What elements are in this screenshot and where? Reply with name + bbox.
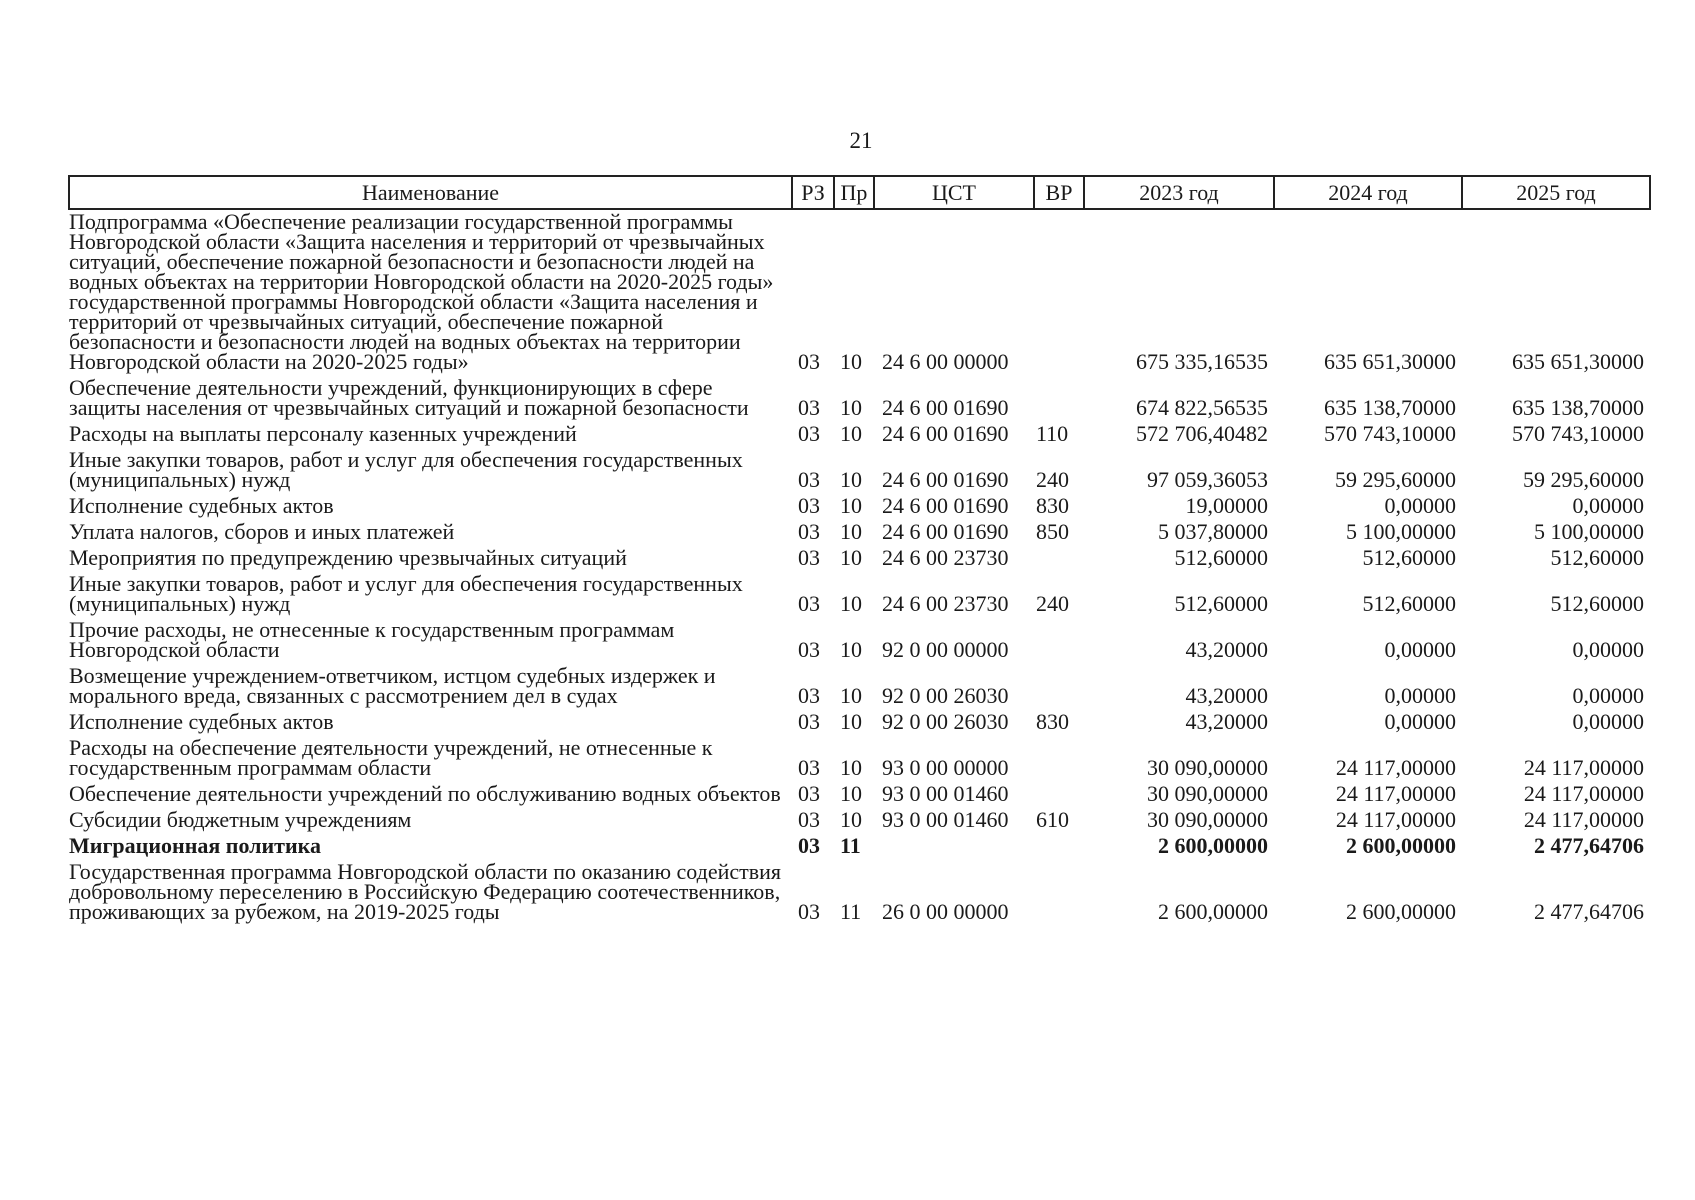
row-rz: 03	[798, 421, 820, 446]
page-number: 21	[849, 128, 873, 153]
table-row	[69, 209, 1650, 376]
row-value-2023: 512,60000	[1174, 545, 1268, 570]
row-vr	[1034, 860, 1084, 926]
row-value-2023: 674 822,56535	[1136, 395, 1268, 420]
row-value-2023: 2 600,00000	[1158, 833, 1268, 858]
row-cst: 24 6 00 01690	[882, 519, 1009, 544]
row-value-2023: 5 037,80000	[1158, 519, 1268, 544]
row-name: Обеспечение деятельности учреждений, функционирующих в сфере защиты населения от чрезвычайных ситуаций и пожарной безопасности	[69, 375, 749, 420]
row-value-2025: 2 477,64706	[1534, 833, 1644, 858]
row-rz: 03	[798, 395, 820, 420]
row-value-2024: 2 600,00000	[1346, 833, 1456, 858]
table-row	[69, 710, 1650, 736]
row-vr: 610	[1036, 807, 1069, 832]
row-value-2025: 0,00000	[1572, 637, 1644, 662]
table-row	[69, 376, 1650, 422]
row-value-2024: 59 295,60000	[1335, 467, 1456, 492]
row-pr: 10	[840, 493, 862, 518]
row-value-2024: 0,00000	[1384, 493, 1456, 518]
row-cst: 92 0 00 00000	[882, 637, 1009, 662]
table-row	[69, 494, 1650, 520]
row-value-2023: 43,20000	[1185, 683, 1268, 708]
row-value-2025: 0,00000	[1572, 683, 1644, 708]
row-value-2025: 635 138,70000	[1512, 395, 1644, 420]
header-cst: ЦСТ	[874, 176, 1034, 209]
row-cst	[874, 834, 1034, 860]
row-vr	[1034, 546, 1084, 572]
row-rz: 03	[798, 899, 820, 924]
row-vr	[1034, 664, 1084, 710]
row-pr: 11	[840, 833, 861, 858]
row-value-2024: 24 117,00000	[1335, 807, 1456, 832]
row-pr: 10	[840, 421, 862, 446]
budget-table	[68, 175, 1651, 926]
row-pr: 10	[840, 519, 862, 544]
row-pr: 10	[840, 683, 862, 708]
table-row	[69, 520, 1650, 546]
row-cst: 24 6 00 01690	[882, 467, 1009, 492]
row-value-2023: 2 600,00000	[1158, 899, 1268, 924]
row-cst: 24 6 00 01690	[882, 493, 1009, 518]
row-cst: 93 0 00 00000	[882, 755, 1009, 780]
row-name: Мероприятия по предупреждению чрезвычайных ситуаций	[69, 545, 627, 570]
row-value-2025: 2 477,64706	[1534, 899, 1644, 924]
header-2025: 2025 год	[1462, 176, 1650, 209]
header-vr: ВР	[1034, 176, 1084, 209]
row-value-2025: 512,60000	[1550, 545, 1644, 570]
row-pr: 10	[840, 395, 862, 420]
row-name: Исполнение судебных актов	[69, 709, 334, 734]
row-name: Исполнение судебных актов	[69, 493, 334, 518]
row-rz: 03	[798, 709, 820, 734]
row-cst: 24 6 00 01690	[882, 421, 1009, 446]
row-value-2025: 635 651,30000	[1512, 349, 1644, 374]
row-pr: 10	[840, 467, 862, 492]
table-body	[69, 209, 1650, 926]
row-rz: 03	[798, 781, 820, 806]
row-cst: 93 0 00 01460	[882, 807, 1009, 832]
row-vr: 240	[1036, 591, 1069, 616]
row-value-2024: 512,60000	[1362, 545, 1456, 570]
row-rz: 03	[798, 349, 820, 374]
row-pr: 10	[840, 349, 862, 374]
row-value-2023: 19,00000	[1185, 493, 1268, 518]
row-name: Миграционная политика	[69, 833, 322, 858]
table-row	[69, 860, 1650, 926]
row-pr: 10	[840, 781, 862, 806]
table-row	[69, 736, 1650, 782]
row-value-2025: 0,00000	[1572, 493, 1644, 518]
table-row	[69, 546, 1650, 572]
row-pr: 11	[840, 899, 862, 924]
row-cst: 26 0 00 00000	[882, 899, 1009, 924]
row-cst: 24 6 00 23730	[882, 591, 1009, 616]
row-value-2024: 635 138,70000	[1324, 395, 1456, 420]
row-value-2023: 43,20000	[1185, 637, 1268, 662]
row-rz: 03	[798, 683, 820, 708]
header-2023: 2023 год	[1084, 176, 1274, 209]
table-row	[69, 422, 1650, 448]
row-vr	[1034, 736, 1084, 782]
row-rz: 03	[798, 833, 820, 858]
row-pr: 10	[840, 591, 862, 616]
row-rz: 03	[798, 519, 820, 544]
row-value-2025: 59 295,60000	[1523, 467, 1644, 492]
row-name: Возмещение учреждением-ответчиком, истцом судебных издержек и морального вреда, связанных с рассмотрением дел в судах	[69, 663, 716, 708]
row-rz: 03	[798, 545, 820, 570]
row-vr	[1034, 209, 1084, 376]
row-cst: 92 0 00 26030	[882, 683, 1009, 708]
row-name: Субсидии бюджетным учреждениям	[69, 807, 412, 832]
row-name: Иные закупки товаров, работ и услуг для обеспечения государственных (муниципальных) нужд	[69, 447, 743, 492]
row-cst: 24 6 00 23730	[882, 545, 1009, 570]
row-vr: 240	[1036, 467, 1069, 492]
row-value-2023: 512,60000	[1174, 591, 1268, 616]
row-vr: 830	[1036, 493, 1069, 518]
header-pr: Пр	[834, 176, 874, 209]
row-name: Обеспечение деятельности учреждений по обслуживанию водных объектов	[69, 781, 781, 806]
table-row	[69, 664, 1650, 710]
row-name: Уплата налогов, сборов и иных платежей	[69, 519, 455, 544]
header-name: Наименование	[69, 176, 792, 209]
row-vr	[1034, 376, 1084, 422]
row-value-2025: 24 117,00000	[1523, 781, 1644, 806]
row-value-2024: 2 600,00000	[1346, 899, 1456, 924]
row-value-2025: 0,00000	[1572, 709, 1644, 734]
row-value-2024: 635 651,30000	[1324, 349, 1456, 374]
header-2024: 2024 год	[1274, 176, 1462, 209]
row-value-2024: 0,00000	[1384, 683, 1456, 708]
row-value-2023: 30 090,00000	[1147, 781, 1268, 806]
row-pr: 10	[840, 545, 862, 570]
table-row	[69, 618, 1650, 664]
row-pr: 10	[840, 709, 862, 734]
row-value-2023: 572 706,40482	[1136, 421, 1268, 446]
row-value-2024: 24 117,00000	[1335, 781, 1456, 806]
row-vr: 830	[1036, 709, 1069, 734]
row-rz: 03	[798, 755, 820, 780]
row-value-2025: 5 100,00000	[1534, 519, 1644, 544]
row-value-2023: 97 059,36053	[1147, 467, 1268, 492]
header-rz: РЗ	[792, 176, 834, 209]
row-name: Расходы на выплаты персоналу казенных учреждений	[69, 421, 577, 446]
row-name: Государственная программа Новгородской области по оказанию содействия добровольному переселению в Российскую Федерацию соотечественников, проживающих за рубежом, на 2019-2025 годы	[69, 859, 782, 924]
row-vr	[1034, 782, 1084, 808]
row-value-2023: 30 090,00000	[1147, 755, 1268, 780]
row-cst: 93 0 00 01460	[882, 781, 1009, 806]
row-cst: 92 0 00 26030	[882, 709, 1009, 734]
row-value-2023: 43,20000	[1185, 709, 1268, 734]
row-vr: 850	[1036, 519, 1069, 544]
row-rz: 03	[798, 591, 820, 616]
row-value-2024: 0,00000	[1384, 709, 1456, 734]
row-value-2024: 512,60000	[1362, 591, 1456, 616]
row-rz: 03	[798, 467, 820, 492]
row-name: Расходы на обеспечение деятельности учреждений, не отнесенные к государственным программам области	[69, 735, 713, 780]
table-row	[69, 448, 1650, 494]
row-name: Подпрограмма «Обеспечение реализации государственной программы Новгородской области «Защита населения и территорий от чрезвычайных ситуаций, обеспечение пожарной безопасности и безопасности людей на водных объектах на территории Новгородской области на 2020-2025 годы» государственной программы Новгородской области «Защита населения и территорий от чрезвычайных ситуаций, обеспечение пожарной безопасности и безопасности людей на водных объектах на территории Новгородской области на 2020-2025 годы»	[69, 209, 774, 374]
row-rz: 03	[798, 493, 820, 518]
table-header-row	[69, 176, 1650, 209]
row-cst: 24 6 00 01690	[882, 395, 1009, 420]
row-pr: 10	[840, 755, 862, 780]
row-name: Иные закупки товаров, работ и услуг для обеспечения государственных (муниципальных) нужд	[69, 571, 743, 616]
table-row	[69, 782, 1650, 808]
row-value-2025: 512,60000	[1550, 591, 1644, 616]
row-name: Прочие расходы, не отнесенные к государственным программам Новгородской области	[69, 617, 675, 662]
row-vr: 110	[1036, 421, 1069, 446]
table-row	[69, 834, 1650, 860]
row-value-2023: 30 090,00000	[1147, 807, 1268, 832]
row-value-2024: 570 743,10000	[1324, 421, 1456, 446]
row-pr: 10	[840, 637, 862, 662]
row-value-2025: 570 743,10000	[1512, 421, 1644, 446]
row-value-2023: 675 335,16535	[1136, 349, 1268, 374]
row-pr: 10	[840, 807, 862, 832]
row-vr	[1034, 834, 1084, 860]
row-vr	[1034, 618, 1084, 664]
row-value-2024: 0,00000	[1384, 637, 1456, 662]
row-rz: 03	[798, 637, 820, 662]
row-value-2025: 24 117,00000	[1523, 807, 1644, 832]
row-value-2024: 24 117,00000	[1335, 755, 1456, 780]
row-cst: 24 6 00 00000	[882, 349, 1009, 374]
row-rz: 03	[798, 807, 820, 832]
table-row	[69, 808, 1650, 834]
row-value-2025: 24 117,00000	[1523, 755, 1644, 780]
table-row	[69, 572, 1650, 618]
row-value-2024: 5 100,00000	[1346, 519, 1456, 544]
